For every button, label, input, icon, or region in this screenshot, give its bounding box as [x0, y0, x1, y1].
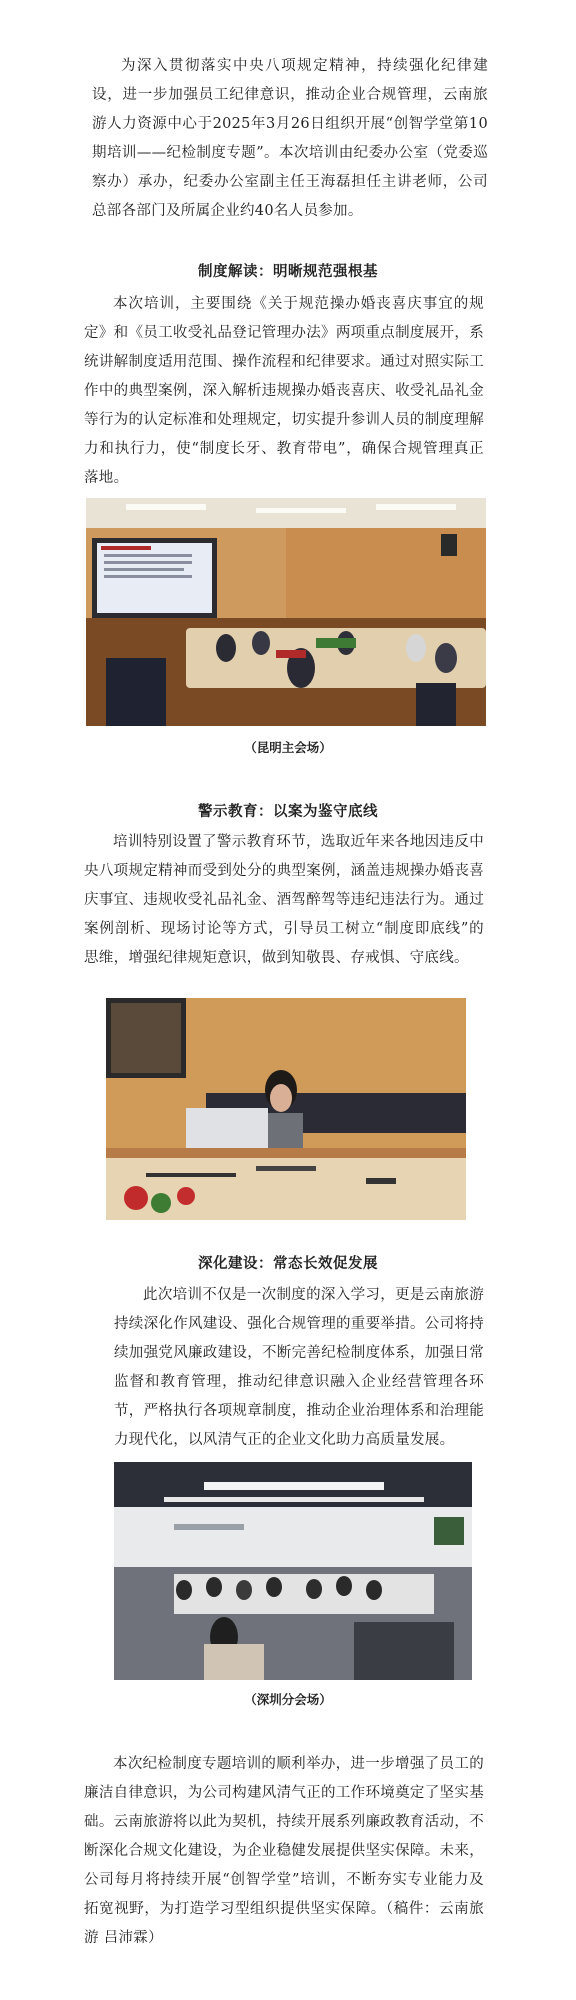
- speaker-photo: [106, 998, 466, 1220]
- section-2-body: 培训特别设置了警示教育环节，选取近年来各地因违反中央八项规定精神而受到处分的典型案例，涵盖违规操办婚丧喜庆事宜、违规收受礼品礼金、酒驾醉驾等违纪违法行为。通过案例剖析、现场讨论等方式，引导员工树立“制度即底线”的思维，增强纪律规矩意识，做到知敬畏、存戒惧、守底线。: [84, 834, 484, 966]
- section-1-body: 本次培训，主要围绕《关于规范操办婚丧喜庆事宜的规定》和《员工收受礼品登记管理办法》两项重点制度展开，系统讲解制度适用范围、操作流程和纪律要求。通过对照实际工作中的典型案例，深入解析违规操办婚丧喜庆、收受礼品礼金等行为的认定标准和处理规定，切实提升参训人员的制度理解力和执行力，使“制度长牙、教育带电”，确保合规管理真正落地。: [84, 296, 484, 486]
- section-3-body: 此次培训不仅是一次制度的深入学习，更是云南旅游持续深化作风建设、强化合规管理的重要举措。公司将持续加强党风廉政建设，不断完善纪检制度体系，加强日常监督和教育管理，推动纪律意识融入企业经营管理各环节，严格执行各项规章制度，推动企业治理体系和治理能力现代化，以风清气正的企业文化助力高质量发展。: [114, 1287, 484, 1448]
- intro-paragraph: 为深入贯彻落实中央八项规定精神，持续强化纪律建设，进一步加强员工纪律意识，推动企业合规管理，云南旅游人力资源中心于2025年3月26日组织开展“创智学堂第10期培训——纪检制度专题”。本次培训由纪委办公室（党委巡察办）承办，纪委办公室副主任王海磊担任主讲老师，公司总部各部门及所属企业约40名人员参加。: [92, 58, 488, 219]
- kunming-venue-photo: [86, 498, 486, 726]
- kunming-caption: （昆明主会场）: [244, 740, 332, 755]
- section-2-heading: 警示教育：以案为鉴守底线: [198, 803, 378, 820]
- section-3-heading: 深化建设：常态长效促发展: [198, 1255, 378, 1272]
- closing-paragraph: 本次纪检制度专题培训的顺利举办，进一步增强了员工的廉洁自律意识，为公司构建风清气正的工作环境奠定了坚实基础。云南旅游将以此为契机，持续开展系列廉政教育活动，不断深化合规文化建设，为企业稳健发展提供坚实保障。未来，公司每月将持续开展“创智学堂”培训，不断夯实专业能力及拓宽视野，为打造学习型组织提供坚实保障。（稿件：云南旅游 吕沛霖）: [84, 1756, 484, 1946]
- shenzhen-caption: （深圳分会场）: [244, 1692, 332, 1707]
- section-1-heading: 制度解读：明晰规范强根基: [198, 263, 378, 280]
- shenzhen-venue-photo: [114, 1462, 472, 1680]
